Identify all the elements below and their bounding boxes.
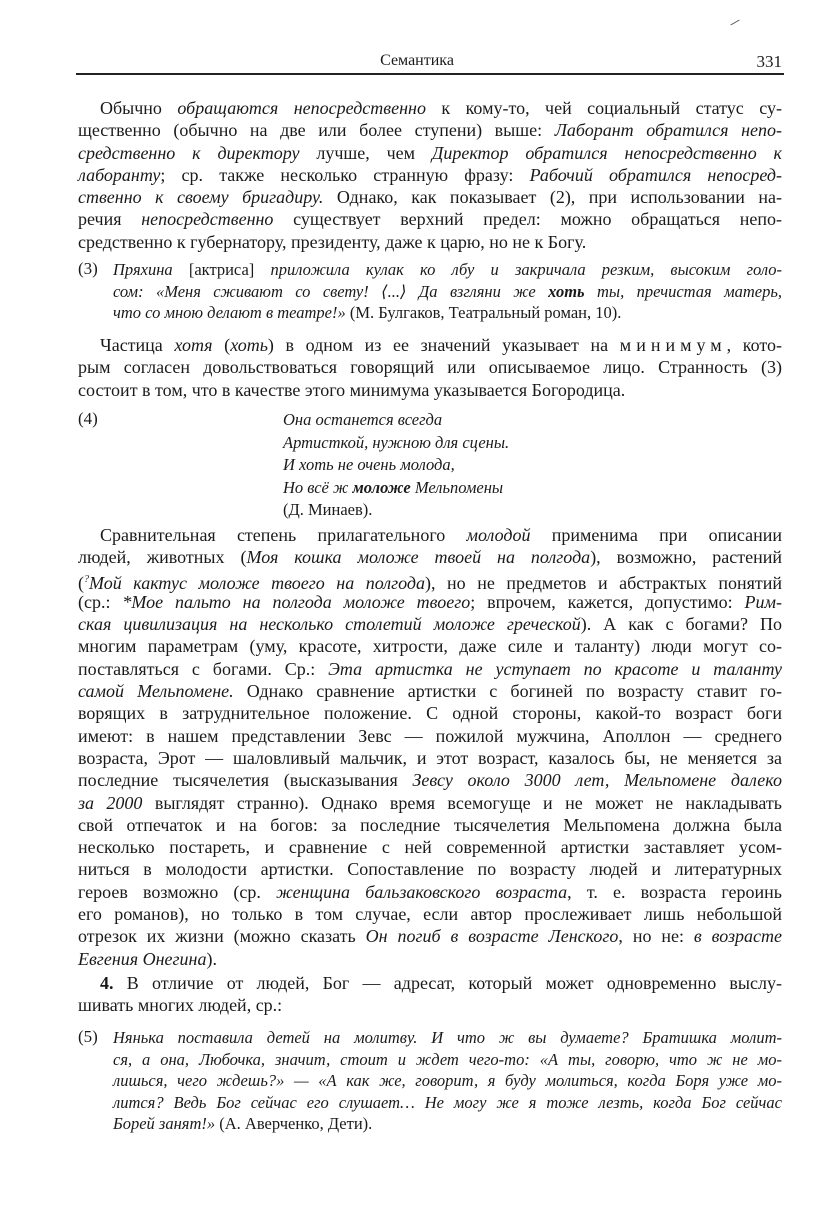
- text: ворящих в затруднительное положение. С одной стороны, какой-то возраст боги: [78, 703, 782, 724]
- text: , т. е. возраста героинь: [567, 881, 783, 902]
- text-line: [283, 454, 683, 477]
- italic-text: лишься, чего ждешь?» — «А как же, говорит, я буду молиться, когда Боря уже мо-: [113, 1071, 782, 1090]
- text-line: [113, 1049, 782, 1071]
- italic-text: за 2000: [78, 792, 143, 813]
- text: рым согласен довольствоваться говорящий или описываемое лицо. Странность (3): [78, 357, 782, 378]
- bold-text: моложе: [352, 477, 411, 497]
- example-number: (5): [78, 1027, 98, 1046]
- text: [актриса]: [172, 260, 271, 279]
- text-line: [113, 1092, 782, 1114]
- spaced-text: минимум: [619, 335, 727, 355]
- italic-text: самой Мельпомене.: [78, 681, 234, 702]
- text: героев возможно (ср.: [78, 881, 277, 902]
- italic-text: обращаются непосредственно: [177, 98, 426, 118]
- text-line: [78, 635, 782, 657]
- text-line: [283, 432, 683, 455]
- text-line: [113, 281, 782, 303]
- italic-text: Она останется всегда: [283, 410, 443, 429]
- italic-text: Мой кактус моложе твоего на полгода: [89, 572, 426, 593]
- italic-text: молодой: [466, 525, 531, 545]
- text: поставляться с богами. Ср.:: [78, 658, 329, 679]
- text: имеют: в нашем представлении Зевс — пожилой мужчина, Аполлон — среднего: [78, 725, 782, 746]
- italic-text: Пряхина: [113, 260, 173, 279]
- text: последние тысячелетия (высказывания: [78, 770, 413, 791]
- header-rule: [76, 73, 784, 75]
- text-line: [78, 334, 782, 356]
- italic-text: Лаборант обратился непо-: [554, 120, 782, 141]
- italic-text: И хоть не очень молода,: [283, 455, 455, 474]
- italic-text: Артисткой, нужною для сцены.: [283, 432, 510, 452]
- text-line: [78, 164, 782, 186]
- text-line: [78, 858, 782, 880]
- text-line: [283, 477, 683, 500]
- italic-text: Он погиб в возрасте Ленского: [365, 926, 619, 947]
- text: ; ср. также несколько странную фразу:: [160, 164, 530, 185]
- text-line: [78, 658, 782, 680]
- text: отрезок их жизни (можно сказать: [78, 926, 366, 947]
- page-number: 331: [756, 52, 782, 71]
- text: (Д. Минаев).: [283, 500, 373, 519]
- text-line: [78, 591, 782, 613]
- italic-text: Рабочий обратился непосред-: [529, 164, 782, 185]
- text-line: [78, 903, 782, 925]
- example-4-poem: [78, 409, 782, 524]
- text: лучше, чем: [299, 142, 432, 163]
- bold-text: хоть: [548, 281, 585, 301]
- text-line: [283, 409, 683, 432]
- paragraph-4: [78, 972, 782, 1017]
- text-line: [78, 747, 782, 769]
- text: (ср.:: [78, 591, 123, 612]
- text-line: [78, 142, 782, 164]
- text-line: [78, 972, 782, 994]
- italic-text: Борей занят!»: [113, 1114, 216, 1133]
- superscript-mark: ?: [84, 573, 89, 585]
- italic-text: женщина бальзаковского возраста: [276, 881, 568, 902]
- paragraph-1: [78, 97, 782, 253]
- text: Обычно: [100, 98, 178, 118]
- text: щественно (обычно на две или более ступени) выше:: [78, 120, 555, 141]
- text-line: [78, 792, 782, 814]
- text-line: [78, 925, 782, 947]
- text: его романов), но только в том случае, если автор прослеживает лишь небольшой: [78, 904, 782, 925]
- text-line: [78, 613, 782, 635]
- example-number: (4): [78, 409, 98, 428]
- text: (М. Булгаков, Театральный роман, 10).: [345, 303, 622, 322]
- text-line: [78, 769, 782, 791]
- italic-text: Евгения Онегина: [78, 948, 207, 969]
- text: средственно к губернатору, президенту, даже к царю, но не к Богу.: [78, 231, 587, 252]
- text: Частица: [100, 335, 175, 355]
- text: В отличие от людей, Бог — адресат, который может одновременно выслу-: [113, 973, 782, 993]
- text: ниться в молодости артистки. Сопоставление по возрасту людей и литературных: [78, 859, 782, 880]
- text-line: [78, 680, 782, 702]
- text: применима при описании: [530, 525, 782, 545]
- italic-text: Зевсу около 3000 лет, Мельпомене далеко: [412, 770, 782, 791]
- text: Однако сравнение артистки с богиней по возрасту ставит го-: [233, 681, 782, 702]
- example-3: [78, 259, 782, 325]
- text: Однако, как показывает (2), при использовании на-: [323, 187, 783, 208]
- italic-text: Эта артистка не уступает по красоте и таланту: [328, 658, 783, 679]
- italic-text: сом: «Меня сживают со свету! ⟨...⟩ Да взгляни же: [113, 281, 549, 301]
- italic-text: Но всё ж: [283, 477, 353, 497]
- text: , кото-: [726, 335, 782, 355]
- text: к кому-то, чей социальный статус су-: [425, 98, 782, 118]
- italic-text: приложила кулак ко лбу и закричала резким, высоким голо-: [270, 260, 783, 279]
- italic-text: *Мое пальто на полгода моложе твоего: [122, 591, 471, 612]
- text-line: [78, 524, 782, 546]
- text: состоит в том, что в качестве этого минимума указывается Богородица.: [78, 379, 626, 400]
- text: (: [212, 335, 231, 355]
- example-number: (3): [78, 259, 98, 278]
- text-line: [78, 994, 782, 1016]
- text: ), но не предметов и абстрактых понятий: [425, 572, 782, 593]
- text-line: [78, 702, 782, 724]
- italic-text: Нянька поставила детей на молитву. И что ж вы думаете? Братишка молит-: [113, 1028, 782, 1047]
- bold-text: 4.: [100, 973, 114, 993]
- text: существует верхний предел: можно обращаться непо-: [273, 209, 782, 230]
- italic-text: ты, пречистая матерь,: [584, 281, 782, 301]
- text-line: [78, 208, 782, 230]
- example-5: [78, 1027, 782, 1137]
- text-line: [78, 356, 782, 378]
- text: Сравнительная степень прилагательного: [100, 525, 467, 545]
- scan-mark: [730, 20, 739, 26]
- italic-text: Рим-: [744, 591, 782, 612]
- text: свой отпечаток и на богов: за последние тысячелетия Мельпомена должна была: [78, 814, 782, 835]
- text: выглядят странно). Однако время всемогуще и не может не накладывать: [142, 792, 782, 813]
- text: , но не:: [618, 926, 694, 947]
- italic-text: ская цивилизация на несколько столетий моложе греческой: [78, 614, 581, 635]
- text: (А. Аверченко, Дети).: [215, 1114, 373, 1133]
- text-line: [78, 725, 782, 747]
- text-line: [78, 379, 782, 401]
- text-line: [78, 119, 782, 141]
- paragraph-3: [78, 524, 782, 970]
- text-line: [78, 814, 782, 836]
- text-line: [113, 1027, 782, 1049]
- text-line: [113, 302, 782, 324]
- text-line: [78, 97, 782, 119]
- text: ) в одном из ее значений указывает на: [267, 335, 620, 355]
- text: шивать многих людей, ср.:: [78, 995, 283, 1016]
- italic-text: хоть: [230, 335, 268, 355]
- text-line: [113, 259, 782, 281]
- italic-text: лится? Ведь Бог сейчас его слушает… Не могу же я тоже лезть, когда Бог сейчас: [113, 1092, 782, 1112]
- italic-text: ся, а она, Любочка, значит, стоит и ждет чего-то: «А ты, говорю, что ж не мо-: [113, 1049, 782, 1069]
- text-line: [78, 948, 782, 970]
- text: (: [78, 572, 84, 593]
- italic-text: лаборанту: [78, 164, 161, 185]
- running-header-title: Семантика: [380, 52, 454, 69]
- italic-text: непосредственно: [141, 209, 274, 230]
- text-line: [113, 1070, 782, 1092]
- italic-text: хотя: [174, 335, 213, 355]
- text-line: [78, 569, 782, 591]
- text: ). А как с богами? По: [580, 614, 782, 635]
- text: ; впрочем, кажется, допустимо:: [470, 591, 745, 612]
- text: возраста, Эрот — шаловливый мальчик, и этот возраст, казалось бы, не меняется за: [78, 747, 782, 768]
- italic-text: Директор обратился непосредственно к: [431, 142, 782, 163]
- text-line: [78, 231, 782, 253]
- italic-text: в возрасте: [693, 926, 782, 947]
- italic-text: ственно к своему бригадиру.: [78, 187, 324, 208]
- text-line: [78, 836, 782, 858]
- text-line: [283, 499, 683, 522]
- text: ), возможно, растений: [590, 547, 783, 568]
- text: речия: [78, 209, 142, 230]
- text-line: [78, 186, 782, 208]
- text: людей, животных (: [78, 547, 247, 568]
- italic-text: что со мною делают в театре!»: [113, 303, 346, 322]
- paragraph-2: [78, 334, 782, 401]
- text: многим параметрам (уму, красоте, хитрости, даже силе и таланту) люди могут со-: [78, 636, 782, 657]
- text-line: [78, 546, 782, 568]
- text-line: [78, 881, 782, 903]
- text: несколько постареть, и сравнение с ней современной артистки заставляет усом-: [78, 837, 782, 858]
- italic-text: Мельпомены: [410, 477, 504, 497]
- italic-text: Моя кошка моложе твоей на полгода: [246, 547, 591, 568]
- text-line: [113, 1113, 782, 1135]
- italic-text: средственно к директору: [78, 142, 300, 163]
- text: ).: [206, 948, 217, 969]
